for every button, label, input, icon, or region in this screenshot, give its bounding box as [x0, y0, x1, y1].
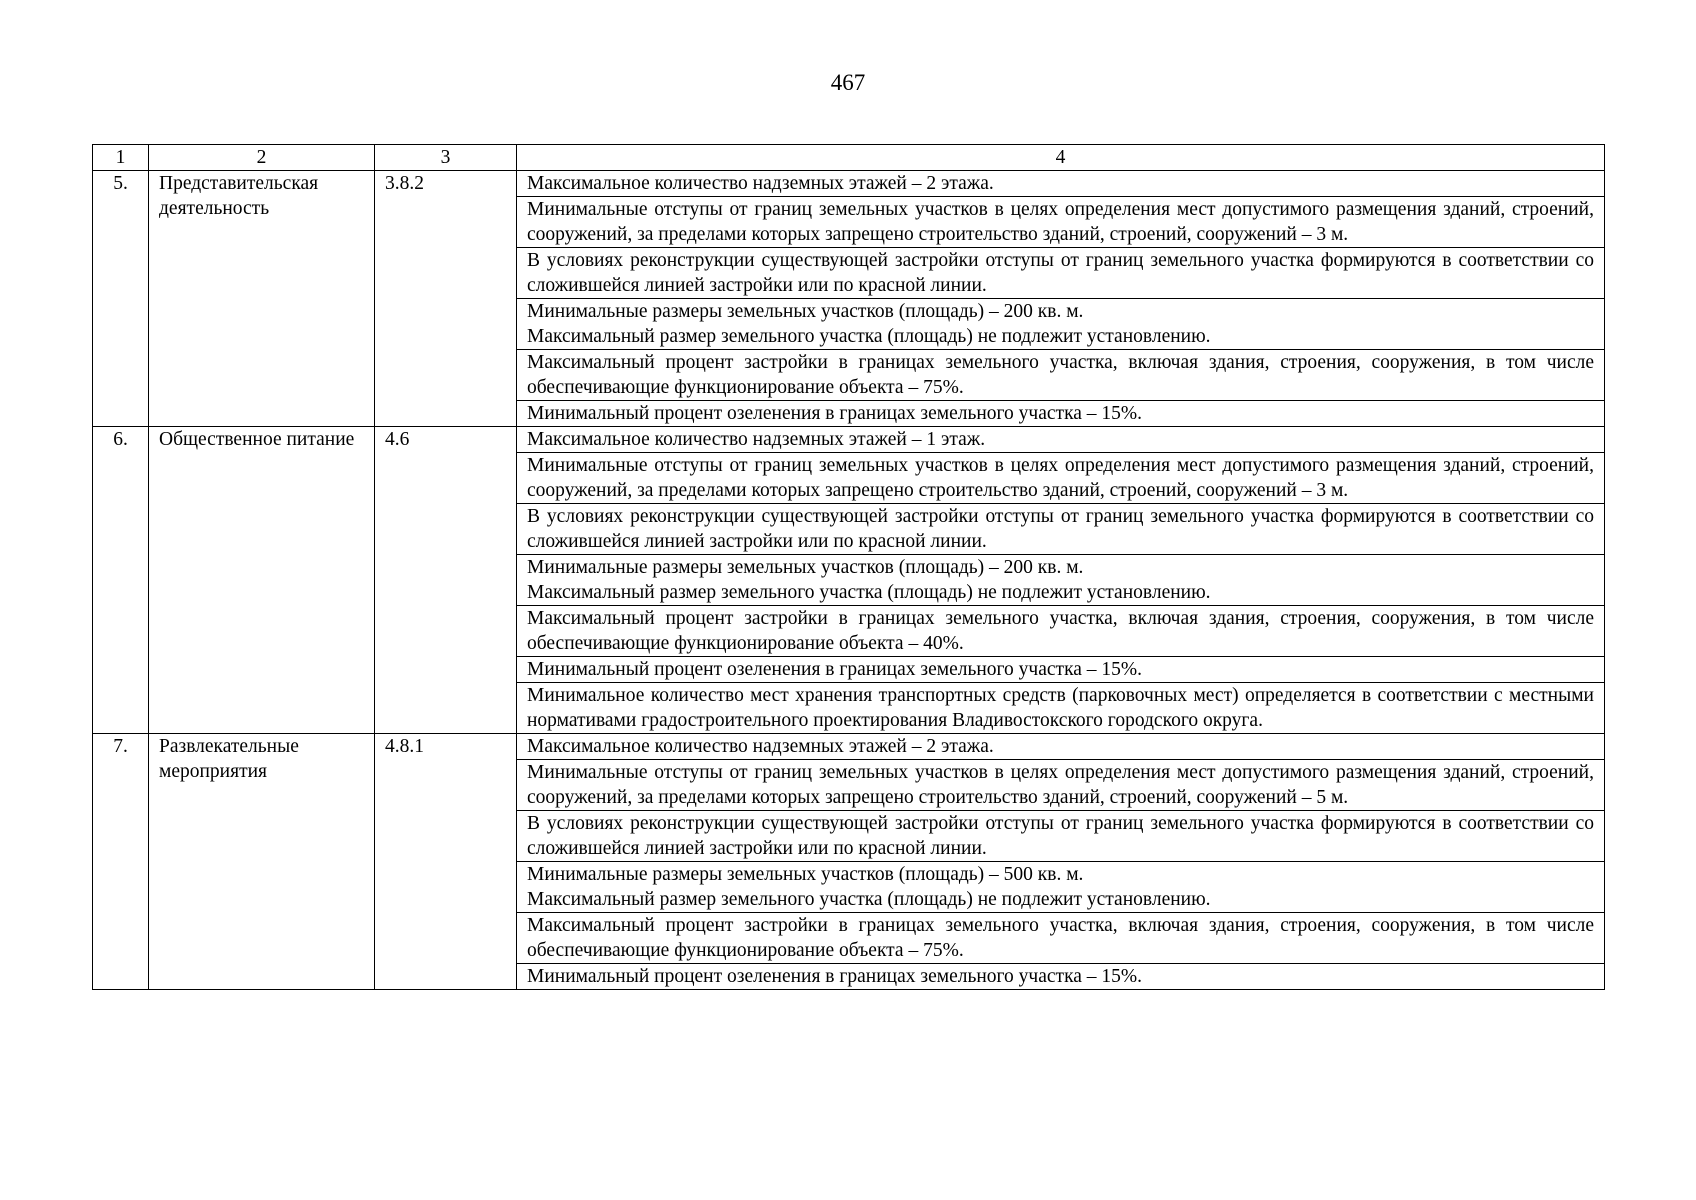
parameter-cell	[517, 555, 1605, 606]
parameter-cell: Минимальный процент озеленения в границах земельного участка – 15%.	[517, 964, 1605, 990]
parameter-cell	[517, 299, 1605, 350]
parameter-cell: Минимальный процент озеленения в границах земельного участка – 15%.	[517, 401, 1605, 427]
parameter-cell: Максимальный процент застройки в границах земельного участка, включая здания, строения, сооружения, в том числе обеспечивающие функционирование объекта – 40%.	[517, 606, 1605, 657]
activity-code-cell: 4.6	[375, 427, 517, 734]
table-row	[93, 734, 1605, 760]
parameter-cell: В условиях реконструкции существующей застройки отступы от границ земельного участка формируются в соответствии со сложившейся линией застройки или по красной линии.	[517, 248, 1605, 299]
parameter-line: Максимальный размер земельного участка (площадь) не подлежит установлению.	[527, 889, 1211, 910]
parameter-line: Максимальный размер земельного участка (площадь) не подлежит установлению.	[527, 326, 1211, 347]
table-body	[93, 145, 1605, 990]
parameter-cell: В условиях реконструкции существующей застройки отступы от границ земельного участка формируются в соответствии со сложившейся линией застройки или по красной линии.	[517, 504, 1605, 555]
activity-name-cell: Общественное питание	[149, 427, 375, 734]
activity-code-cell: 4.8.1	[375, 734, 517, 990]
activity-code-cell: 3.8.2	[375, 171, 517, 427]
activity-name-cell: Развлекательные мероприятия	[149, 734, 375, 990]
parameter-cell: Максимальное количество надземных этажей – 1 этаж.	[517, 427, 1605, 453]
table-row	[93, 427, 1605, 453]
regulations-table	[92, 144, 1605, 990]
row-number-cell: 5.	[93, 171, 149, 427]
column-number-row	[93, 145, 1605, 171]
column-number-cell: 2	[149, 145, 375, 171]
activity-name-cell: Представительская деятельность	[149, 171, 375, 427]
table-row	[93, 171, 1605, 197]
page-number: 467	[830, 70, 866, 95]
row-number-cell: 7.	[93, 734, 149, 990]
parameter-cell: Максимальный процент застройки в границах земельного участка, включая здания, строения, сооружения, в том числе обеспечивающие функционирование объекта – 75%.	[517, 350, 1605, 401]
parameter-line: Минимальные размеры земельных участков (площадь) – 200 кв. м.	[527, 557, 1084, 578]
row-number-cell: 6.	[93, 427, 149, 734]
parameter-cell: Минимальные отступы от границ земельных участков в целях определения мест допустимого размещения зданий, строений, сооружений, за пределами которых запрещено строительство зданий, строений, сооружений – 3 м.	[517, 453, 1605, 504]
parameter-cell: Минимальные отступы от границ земельных участков в целях определения мест допустимого размещения зданий, строений, сооружений, за пределами которых запрещено строительство зданий, строений, сооружений – 3 м.	[517, 197, 1605, 248]
parameter-cell	[517, 862, 1605, 913]
parameter-cell: Максимальное количество надземных этажей – 2 этажа.	[517, 171, 1605, 197]
parameter-cell: Минимальный процент озеленения в границах земельного участка – 15%.	[517, 657, 1605, 683]
column-number-cell: 4	[517, 145, 1605, 171]
parameter-line: Минимальные размеры земельных участков (площадь) – 500 кв. м.	[527, 864, 1084, 885]
column-number-cell: 1	[93, 145, 149, 171]
parameter-cell: Максимальное количество надземных этажей – 2 этажа.	[517, 734, 1605, 760]
parameter-cell: Максимальный процент застройки в границах земельного участка, включая здания, строения, сооружения, в том числе обеспечивающие функционирование объекта – 75%.	[517, 913, 1605, 964]
parameter-cell: Минимальные отступы от границ земельных участков в целях определения мест допустимого размещения зданий, строений, сооружений, за пределами которых запрещено строительство зданий, строений, сооружений – 5 м.	[517, 760, 1605, 811]
column-number-cell: 3	[375, 145, 517, 171]
parameter-cell: Минимальное количество мест хранения транспортных средств (парковочных мест) определяется в соответствии с местными нормативами градостроительного проектирования Владивостокского городского округа.	[517, 683, 1605, 734]
parameter-line: Минимальные размеры земельных участков (площадь) – 200 кв. м.	[527, 301, 1084, 322]
parameter-cell: В условиях реконструкции существующей застройки отступы от границ земельного участка формируются в соответствии со сложившейся линией застройки или по красной линии.	[517, 811, 1605, 862]
parameter-line: Максимальный размер земельного участка (площадь) не подлежит установлению.	[527, 582, 1211, 603]
